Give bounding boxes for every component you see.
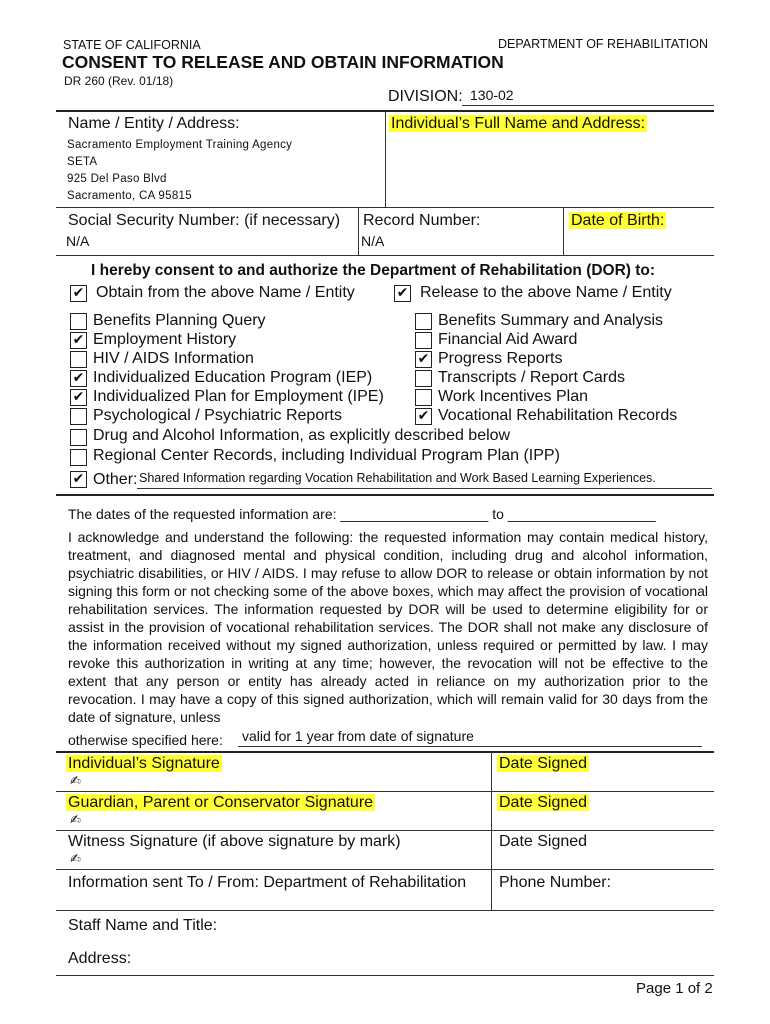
guardian-date-signed-label-text: Date Signed	[499, 794, 588, 811]
guardian-signature-label	[66, 794, 375, 812]
entity-line: SETA	[67, 156, 98, 168]
division-value[interactable]: 130-02	[470, 87, 514, 103]
individual-name-label	[389, 115, 647, 133]
department-label: DEPARTMENT OF REHABILITATION	[498, 37, 708, 51]
hiv-aids-checkbox[interactable]	[70, 351, 87, 368]
drug-alcohol-checkbox[interactable]	[70, 429, 87, 446]
individual-date-signed-label-text: Date Signed	[499, 755, 588, 772]
entity-label: Name / Entity / Address:	[68, 115, 240, 132]
signature-pen-icon[interactable]: ✍	[70, 852, 81, 867]
individual-name-label-text: Individual’s Full Name and Address:	[391, 115, 646, 132]
signature-pen-icon[interactable]: ✍	[70, 813, 81, 828]
section-divider	[56, 751, 714, 753]
transcripts-label: Transcripts / Report Cards	[438, 369, 626, 386]
witness-signature-label: Witness Signature (if above signature by mark)	[68, 833, 401, 850]
section-divider	[56, 207, 714, 208]
section-divider	[563, 208, 564, 255]
psychological-checkbox[interactable]	[70, 408, 87, 425]
state-label: STATE OF CALIFORNIA	[63, 38, 201, 52]
release-label: Release to the above Name / Entity	[420, 284, 672, 301]
guardian-signature-label-text: Guardian, Parent or Conservator Signature	[68, 794, 374, 811]
date-of-birth-label-text: Date of Birth:	[571, 212, 665, 229]
section-divider	[385, 111, 386, 207]
form-number: DR 260 (Rev. 01/18)	[64, 74, 174, 88]
section-divider	[56, 255, 714, 256]
employment-history-label: Employment History	[93, 331, 237, 348]
transcripts-checkbox[interactable]	[415, 370, 432, 387]
section-divider	[56, 910, 714, 911]
iep-label: Individualized Education Program (IEP)	[93, 369, 373, 386]
record-number-value[interactable]: N/A	[361, 233, 385, 249]
progress-reports-label: Progress Reports	[438, 350, 563, 367]
drug-alcohol-label: Drug and Alcohol Information, as explicitly described below	[93, 427, 511, 444]
work-incentives-label: Work Incentives Plan	[438, 388, 588, 405]
hiv-aids-label: HIV / AIDS Information	[93, 350, 254, 367]
individual-signature-label	[66, 755, 222, 773]
ipe-label: Individualized Plan for Employment (IPE)	[93, 388, 384, 405]
benefits-planning-label: Benefits Planning Query	[93, 312, 266, 329]
check-mark: ✔	[417, 408, 430, 424]
check-mark: ✔	[72, 389, 85, 405]
benefits-summary-label: Benefits Summary and Analysis	[438, 312, 663, 329]
form-title: CONSENT TO RELEASE AND OBTAIN INFORMATION	[62, 52, 504, 72]
other-checkbox[interactable]	[70, 471, 87, 488]
financial-aid-checkbox[interactable]	[415, 332, 432, 349]
phone-number-label: Phone Number:	[499, 874, 612, 891]
signature-pen-icon[interactable]: ✍	[70, 774, 81, 789]
guardian-date-signed-label	[497, 794, 589, 812]
employment-history-checkbox[interactable]	[70, 332, 87, 349]
address-label: Address:	[68, 950, 132, 967]
division-underline	[462, 105, 714, 106]
otherwise-value[interactable]: valid for 1 year from date of signature	[242, 728, 474, 744]
ssn-value[interactable]: N/A	[66, 233, 90, 249]
dates-requested-label: The dates of the requested information are: ___________________ to ___________________	[68, 506, 656, 522]
check-mark: ✔	[72, 332, 85, 348]
entity-line: Sacramento, CA 95815	[67, 190, 192, 202]
page-number: Page 1 of 2	[636, 980, 713, 997]
individual-date-signed-label	[497, 755, 589, 773]
record-number-label: Record Number:	[363, 212, 481, 229]
other-value[interactable]: Shared Information regarding Vocation Rehabilitation and Work Based Learning Experiences.	[139, 471, 656, 485]
section-divider	[358, 208, 359, 255]
check-mark: ✔	[396, 285, 409, 301]
otherwise-underline	[238, 746, 702, 747]
staff-name-label: Staff Name and Title:	[68, 917, 218, 934]
vr-records-checkbox[interactable]	[415, 408, 432, 425]
section-divider	[56, 869, 714, 870]
consent-heading: I hereby consent to and authorize the Department of Rehabilitation (DOR) to:	[91, 262, 656, 279]
section-divider	[491, 752, 492, 910]
individual-signature-label-text: Individual’s Signature	[68, 755, 220, 772]
check-mark: ✔	[72, 471, 85, 487]
check-mark: ✔	[417, 351, 430, 367]
vr-records-label: Vocational Rehabilitation Records	[438, 407, 678, 424]
release-checkbox[interactable]	[394, 285, 411, 302]
other-underline	[137, 488, 712, 489]
otherwise-label: otherwise specified here:	[68, 732, 223, 748]
check-mark: ✔	[72, 285, 85, 301]
entity-line: 925 Del Paso Blvd	[67, 173, 167, 185]
check-mark: ✔	[72, 370, 85, 386]
section-divider	[56, 830, 714, 831]
obtain-checkbox[interactable]	[70, 285, 87, 302]
work-incentives-checkbox[interactable]	[415, 389, 432, 406]
entity-line: Sacramento Employment Training Agency	[67, 139, 293, 151]
section-divider	[56, 791, 714, 792]
regional-center-checkbox[interactable]	[70, 449, 87, 466]
iep-checkbox[interactable]	[70, 370, 87, 387]
other-label: Other:	[93, 471, 138, 488]
section-divider	[56, 975, 714, 976]
benefits-summary-checkbox[interactable]	[415, 313, 432, 330]
regional-center-label: Regional Center Records, including Individual Program Plan (IPP)	[93, 447, 560, 464]
date-of-birth-label	[569, 212, 666, 230]
info-sent-label: Information sent To / From: Department of Rehabilitation	[68, 874, 467, 891]
witness-date-signed-label: Date Signed	[499, 833, 588, 850]
ipe-checkbox[interactable]	[70, 389, 87, 406]
division-label: DIVISION:	[388, 88, 463, 105]
obtain-label: Obtain from the above Name / Entity	[96, 284, 355, 301]
benefits-planning-checkbox[interactable]	[70, 313, 87, 330]
acknowledgement-text: I acknowledge and understand the following: the requested information may contain medical history, treatment, and diagnosed mental and physical condition, including drug and alcohol information, psychiatric disabilities, or HIV / AIDS. I may refuse to allow DOR to release or obtain information by not signing this form or not checking some of the above boxes, which may affect the provision of vocational rehabilitation services. The information requested by DOR will be used to determine eligibility for or assist in the provision of vocational rehabilitation services. The DOR shall not make any disclosure of the information received without my signed authorization, unless required or permitted by law. I may revoke this authorization in writing at any time; however, the revocation will not be effective to the extent that any person or entity has already acted in reliance on my authorization prior to the revocation. I may have a copy of this signed authorization, which will remain valid for 30 days from the date of signature, unless	[68, 529, 708, 725]
psychological-label: Psychological / Psychiatric Reports	[93, 407, 342, 424]
section-divider	[56, 494, 714, 496]
progress-reports-checkbox[interactable]	[415, 351, 432, 368]
financial-aid-label: Financial Aid Award	[438, 331, 578, 348]
ssn-label: Social Security Number: (if necessary)	[68, 212, 341, 229]
